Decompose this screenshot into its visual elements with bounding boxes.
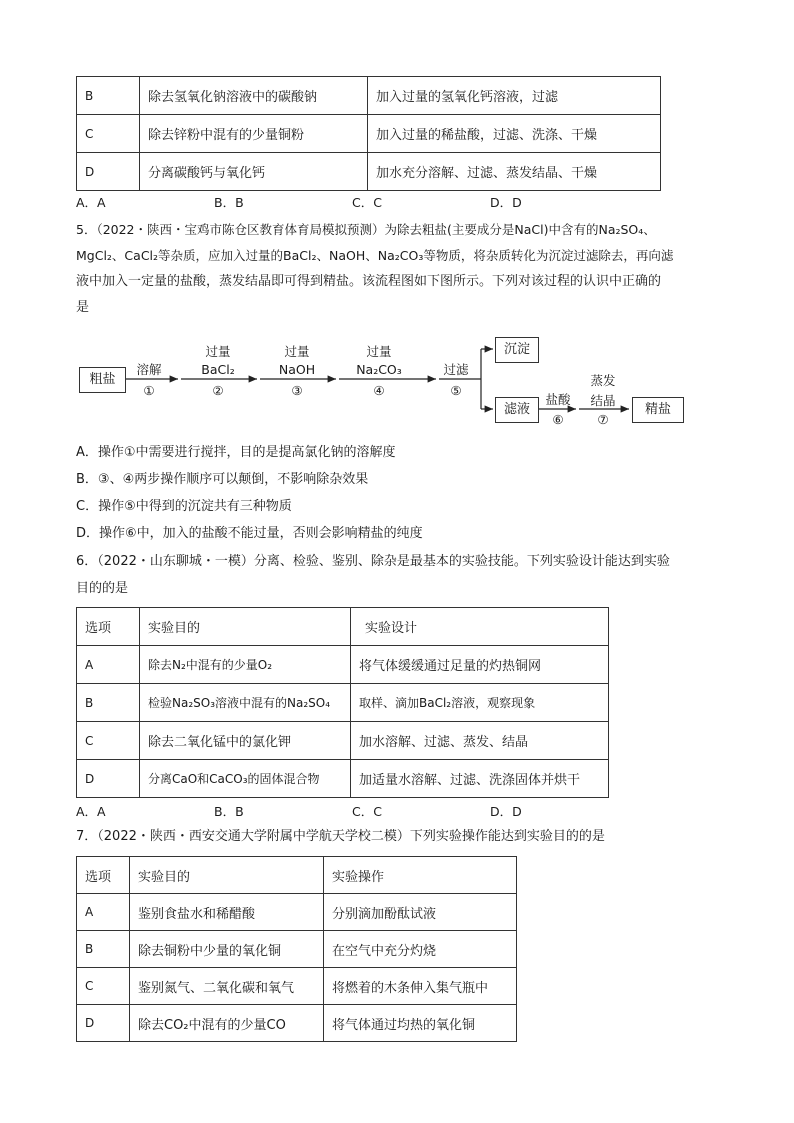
q5-stem-line2: MgCl₂、CaCl₂等杂质，应加入过量的BaCl₂、NaOH、Na₂CO₃等物质，将杂质转化为沉淀过滤除去，再向滤: [76, 248, 674, 263]
q6-stem-line1: 6．（2022・山东聊城・一模）分离、检验、鉴别、除杂是最基本的实验技能。下列实验设计能达到实验: [76, 554, 670, 569]
table-cell: 将气体通过均热的氧化铜: [324, 1005, 517, 1042]
table-cell: C: [77, 722, 140, 760]
table-cell: 除去CO₂中混有的少量CO: [130, 1005, 324, 1042]
box-crude-salt: 粗盐: [79, 367, 126, 393]
box-precipitate: 沉淀: [495, 337, 539, 363]
step1-number: ①: [143, 383, 155, 398]
table-cell: C: [77, 968, 130, 1005]
option-d[interactable]: D．D: [490, 195, 522, 210]
option-a[interactable]: A．A: [76, 195, 106, 210]
step2-label: 过量: [205, 344, 231, 359]
step7-label-2: 结晶: [590, 393, 616, 408]
q5-choice-d[interactable]: D．操作⑥中，加入的盐酸不能过量，否则会影响精盐的纯度: [76, 526, 423, 541]
option-c[interactable]: C．C: [352, 804, 382, 819]
answer-options-q6: [76, 802, 628, 820]
table-row: [77, 894, 517, 931]
q5-stem-line3: 液中加入一定量的盐酸，蒸发结晶即可得到精盐。该流程图如下图所示。下列对该过程的认识中正确的: [76, 274, 662, 289]
option-b[interactable]: B．B: [214, 195, 244, 210]
step6-number: ⑥: [552, 412, 564, 427]
table-cell: 鉴别氮气、二氧化碳和氧气: [130, 968, 324, 1005]
step4-number: ④: [373, 383, 385, 398]
table-cell: 将气体缓缓通过足量的灼热铜网: [351, 646, 609, 684]
step3-reagent: NaOH: [278, 362, 316, 377]
step2-number: ②: [212, 383, 224, 398]
step4-reagent: Na₂CO₃: [356, 362, 402, 377]
step4-label: 过量: [366, 344, 392, 359]
table-row: [77, 760, 609, 798]
table-header-cell: 实验操作: [324, 857, 517, 894]
table-cell: 加水溶解、过滤、蒸发、结晶: [351, 722, 609, 760]
table-header-cell: 选项: [77, 608, 140, 646]
box-filtrate: 滤液: [495, 397, 539, 423]
table-row: [77, 722, 609, 760]
q5-stem-line4: 是: [76, 300, 90, 315]
table-header-cell: 实验目的: [130, 857, 324, 894]
table-cell: A: [77, 894, 130, 931]
table-cell: A: [77, 646, 140, 684]
step5-label: 过滤: [443, 362, 469, 377]
step3-number: ③: [291, 383, 303, 398]
step5-number: ⑤: [450, 383, 462, 398]
table-header-cell: 实验目的: [140, 608, 351, 646]
q6-stem-line2: 目的的是: [76, 581, 129, 596]
table-row: [77, 1005, 517, 1042]
step1-label: 溶解: [136, 362, 162, 377]
table-cell: D: [77, 153, 140, 191]
q5-stem-line1: 5．（2022・陕西・宝鸡市陈仓区教育体育局模拟预测）为除去粗盐(主要成分是NaCl)中含有的Na₂SO₄、: [76, 222, 656, 237]
table-cell: 除去二氧化锰中的氯化钾: [140, 722, 351, 760]
table-cell: C: [77, 115, 140, 153]
table-cell: 除去锌粉中混有的少量铜粉: [140, 115, 368, 153]
table-cell: 加水充分溶解、过滤、蒸发结晶、干燥: [368, 153, 661, 191]
table-q6: [76, 607, 609, 798]
table-row: [77, 968, 517, 1005]
q5-choice-c[interactable]: C．操作⑤中得到的沉淀共有三种物质: [76, 499, 292, 514]
table-cell: 分离CaO和CaCO₃的固体混合物: [140, 760, 351, 798]
table-row: [77, 684, 609, 722]
q5-choice-a[interactable]: A．操作①中需要进行搅拌，目的是提高氯化钠的溶解度: [76, 445, 396, 460]
step7-label-1: 蒸发: [590, 373, 616, 388]
table-header-cell: 实验设计: [351, 608, 609, 646]
table-cell: B: [77, 77, 140, 115]
table-cell: 分离碳酸钙与氧化钙: [140, 153, 368, 191]
table-header-cell: 选项: [77, 857, 130, 894]
table-cell: D: [77, 1005, 130, 1042]
table-cell: 在空气中充分灼烧: [324, 931, 517, 968]
option-b[interactable]: B．B: [214, 804, 244, 819]
table-cell: B: [77, 684, 140, 722]
q7-stem-line1: 7．（2022・陕西・西安交通大学附属中学航天学校二模）下列实验操作能达到实验目的的是: [76, 829, 605, 844]
table-row: [77, 646, 609, 684]
table-cell: D: [77, 760, 140, 798]
table-cell: 除去N₂中混有的少量O₂: [140, 646, 351, 684]
table-cell: 将燃着的木条伸入集气瓶中: [324, 968, 517, 1005]
table-cell: 除去铜粉中少量的氧化铜: [130, 931, 324, 968]
q5-choice-b[interactable]: B．③、④两步操作顺序可以颠倒，不影响除杂效果: [76, 472, 369, 487]
table-cell: 取样、滴加BaCl₂溶液，观察现象: [351, 684, 609, 722]
table-q7: [76, 856, 517, 1042]
box-refined-salt: 精盐: [632, 397, 684, 423]
table-cell: 加入过量的氢氧化钙溶液，过滤: [368, 77, 661, 115]
table-cell: 加入过量的稀盐酸，过滤、洗涤、干燥: [368, 115, 661, 153]
step3-label: 过量: [284, 344, 310, 359]
table-row: [77, 931, 517, 968]
table-header-row: [77, 608, 609, 646]
table-cell: 加适量水溶解、过滤、洗涤固体并烘干: [351, 760, 609, 798]
step2-reagent: BaCl₂: [201, 362, 235, 377]
option-d[interactable]: D．D: [490, 804, 522, 819]
option-c[interactable]: C．C: [352, 195, 382, 210]
table-cell: 鉴别食盐水和稀醋酸: [130, 894, 324, 931]
step7-number: ⑦: [597, 412, 609, 427]
table-cell: B: [77, 931, 130, 968]
table-header-row: [77, 857, 517, 894]
table-cell: 检验Na₂SO₃溶液中混有的Na₂SO₄: [140, 684, 351, 722]
table-cell: 分别滴加酚酞试液: [324, 894, 517, 931]
table-cell: 除去氢氧化钠溶液中的碳酸钠: [140, 77, 368, 115]
option-a[interactable]: A．A: [76, 804, 106, 819]
step6-label: 盐酸: [545, 392, 571, 407]
